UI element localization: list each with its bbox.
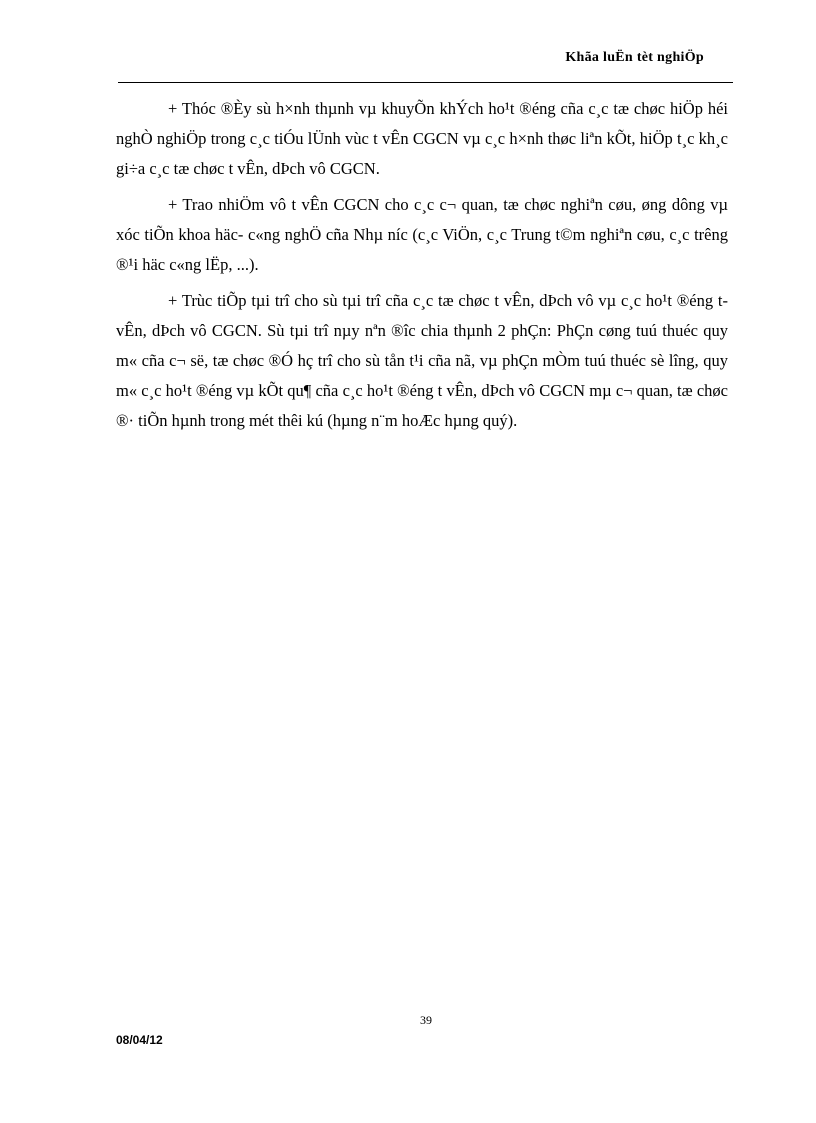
document-body [116, 94, 728, 442]
running-header-title: Khãa luËn tèt nghiÖp [565, 50, 704, 65]
footer-date: 08/04/12 [116, 1033, 163, 1047]
body-paragraph-3: + Trùc tiÕp tµi trî cho sù tµi trî cña c¸c tæ chøc t vÊn, dÞch vô vµ c¸c ho¹t ®éng t vÊn, dÞch vô CGCN. Sù tµi trî nµy nªn ®îc chia thµnh 2 phÇn: PhÇn cøng tuú thuéc quy m« cña c¬ së, tæ chøc ®Ó hç trî cho sù tån t¹i cña nã, vµ phÇn mÒm tuú thuéc sè lîng, quy m« c¸c ho¹t ®éng vµ kÕt qu¶ cña c¸c ho¹t ®éng t vÊn, dÞch vô CGCN mµ c¬ quan, tæ chøc ®· tiÕn hµnh trong mét thêi kú (hµng n¨m hoÆc hµng quý). [116, 291, 728, 430]
page-number: 39 [420, 1013, 432, 1027]
body-paragraph-2: + Trao nhiÖm vô t vÊn CGCN cho c¸c c¬ quan, tæ chøc nghiªn cøu, øng dông vµ xóc tiÕn khoa häc- c«ng nghÖ cña Nhµ níc (c¸c ViÖn, c¸c Trung t©m nghiªn cøu, c¸c trêng ®¹i häc c«ng lËp, ...). [116, 195, 728, 274]
body-paragraph-1: + Thóc ®Èy sù h×nh thµnh vµ khuyÕn khÝch ho¹t ®éng cña c¸c tæ chøc hiÖp héi nghÒ nghiÖp trong c¸c tiÓu lÜnh vùc t vÊn CGCN vµ c¸c h×nh thøc liªn kÕt, hiÖp t¸c kh¸c gi÷a c¸c tæ chøc t vÊn, dÞch vô CGCN. [116, 99, 728, 178]
header-divider [118, 82, 733, 83]
